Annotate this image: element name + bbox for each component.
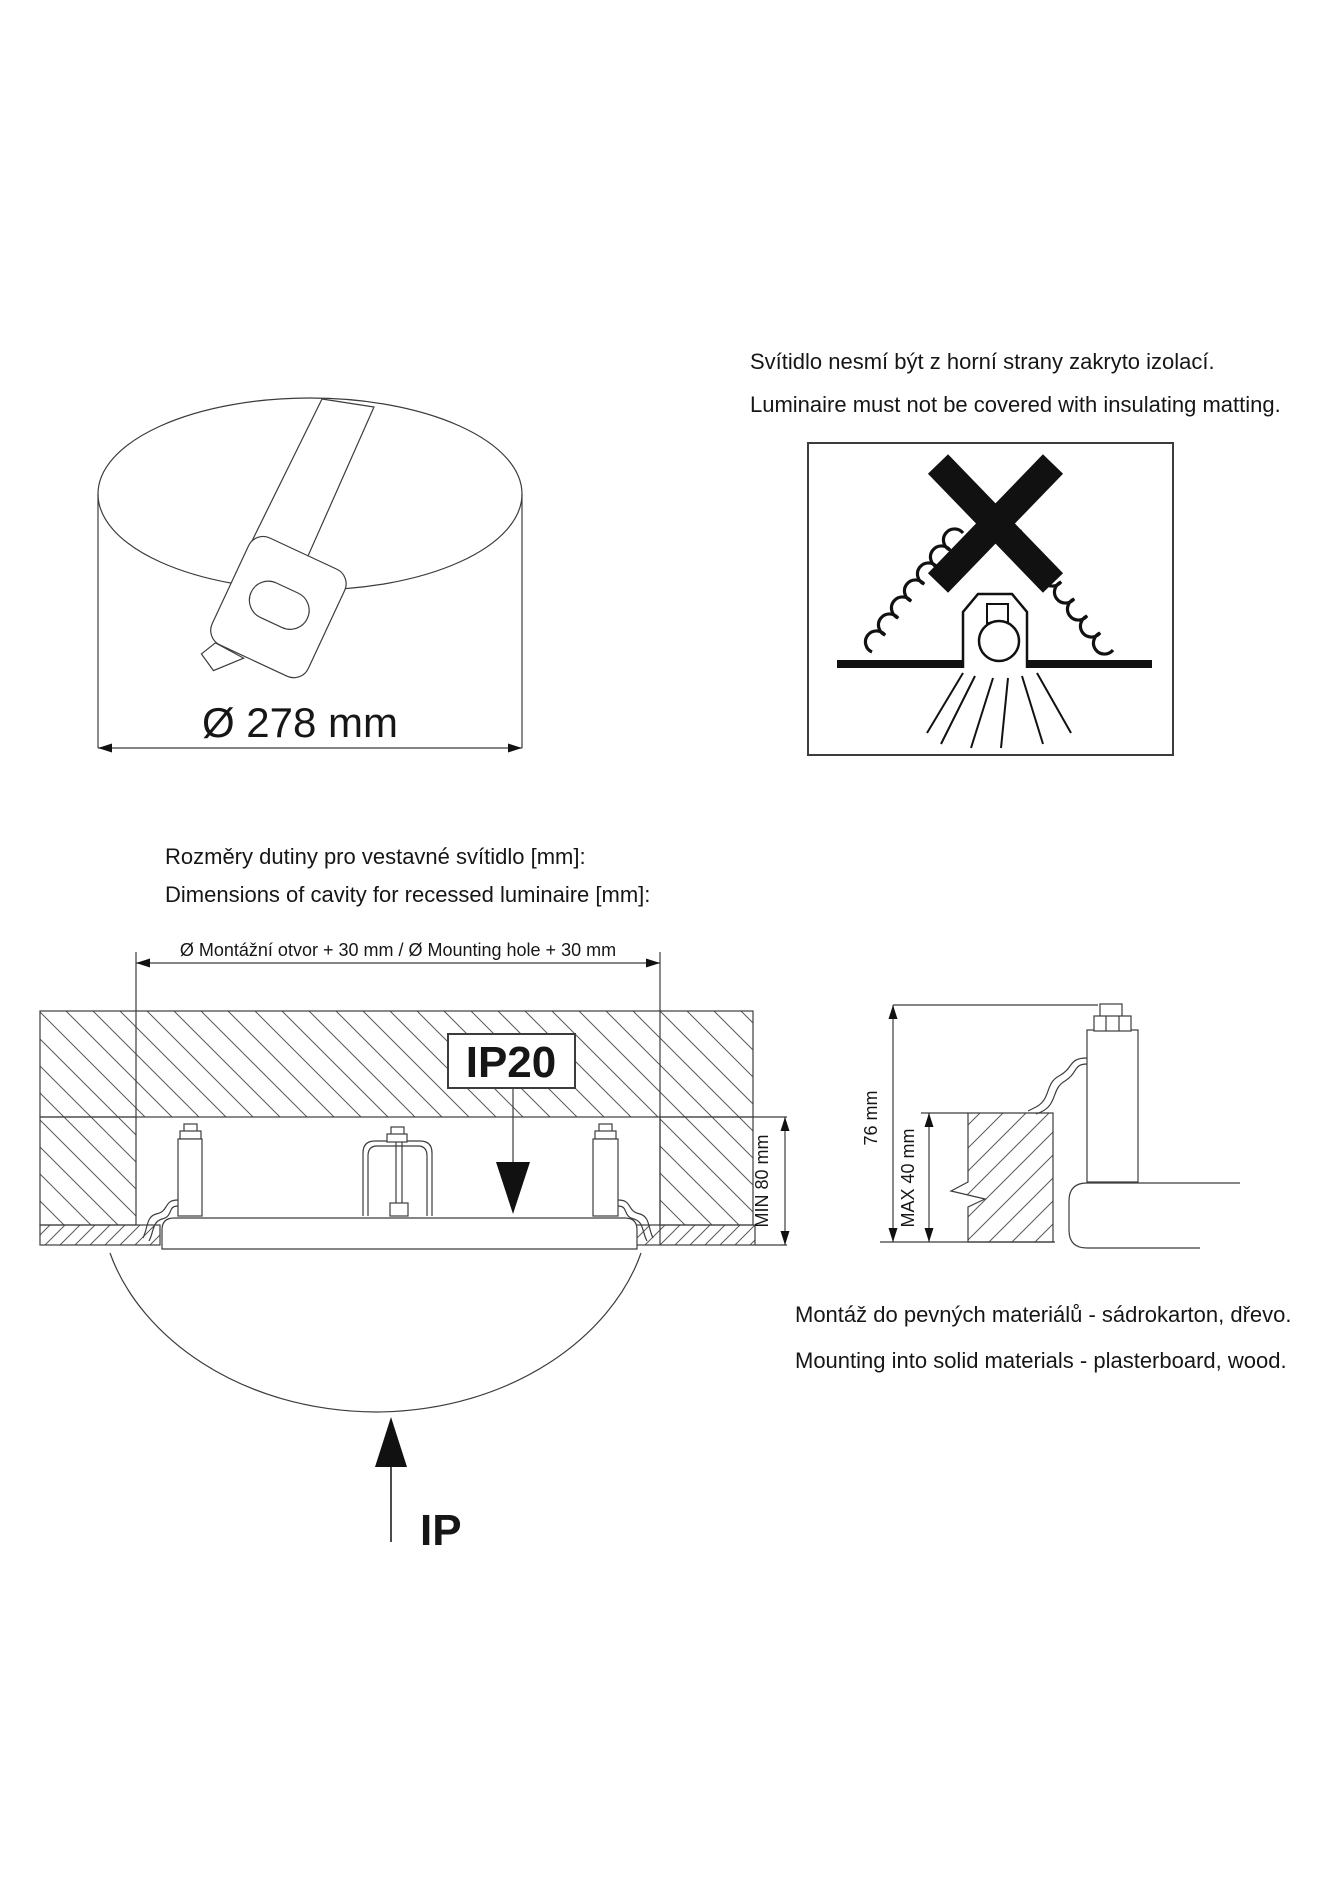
fixing-post-left xyxy=(178,1124,202,1216)
ceiling-material-top xyxy=(40,1011,753,1117)
height-arrow-bottom xyxy=(889,1228,898,1242)
height-label: 76 mm xyxy=(861,1090,881,1146)
luminaire-base xyxy=(162,1218,637,1249)
luminaire-glass-dome xyxy=(110,1253,641,1412)
no-insulation-pictogram xyxy=(808,443,1173,755)
plasterboard-right xyxy=(635,1225,755,1245)
detail-screw-cap xyxy=(1100,1004,1122,1017)
thickness-arrow-top xyxy=(925,1113,934,1127)
warning-text-cs: Svítidlo nesmí být z horní strany zakryto izolací. xyxy=(750,349,1215,374)
hole-dim-arrow-left xyxy=(136,959,150,968)
cavity-note-cs: Rozměry dutiny pro vestavné svítidlo [mm]: xyxy=(165,844,586,869)
lamp-bulb-symbol xyxy=(979,621,1019,661)
dim-arrow-left xyxy=(98,744,112,753)
side-mounting-detail xyxy=(861,1004,1240,1248)
ip20-label: IP20 xyxy=(465,1038,557,1087)
dim-arrow-right xyxy=(508,744,522,753)
mounting-note-cs: Montáž do pevných materiálů - sádrokarton, dřevo. xyxy=(795,1302,1292,1327)
warning-text-en: Luminaire must not be covered with insulating matting. xyxy=(750,392,1281,417)
mounting-strap xyxy=(250,399,374,556)
ip20-arrow-down xyxy=(496,1162,530,1214)
spring-bracket-middle xyxy=(363,1127,432,1216)
cross-section-drawing xyxy=(40,940,790,1555)
insulation-warning-section xyxy=(750,349,1281,755)
min-depth-arrow-top xyxy=(781,1117,790,1131)
detail-fixing-post xyxy=(1087,1030,1138,1182)
mounting-note-section xyxy=(795,1302,1291,1373)
luminaire-perspective-view xyxy=(98,398,522,753)
cavity-note-section xyxy=(165,844,650,907)
hole-dim-arrow-right xyxy=(646,959,660,968)
ceiling-material-right xyxy=(660,1117,753,1225)
ip-arrow-up xyxy=(375,1417,407,1467)
min-depth-arrow-bottom xyxy=(781,1231,790,1245)
min-depth-label: MIN 80 mm xyxy=(752,1134,772,1228)
detail-screw-nut xyxy=(1094,1016,1131,1031)
max-thickness-label: MAX 40 mm xyxy=(898,1128,918,1228)
mounting-hole-label: Ø Montážní otvor + 30 mm / Ø Mounting hole + 30 mm xyxy=(179,940,617,960)
detail-spring-clip xyxy=(1028,1058,1087,1114)
ip-label: IP xyxy=(420,1506,462,1555)
detail-luminaire-edge xyxy=(1069,1183,1240,1248)
wood-panel-section xyxy=(951,1113,1053,1242)
diameter-label: Ø 278 mm xyxy=(201,699,399,746)
mounting-note-en: Mounting into solid materials - plasterboard, wood. xyxy=(795,1348,1287,1373)
height-arrow-top xyxy=(889,1005,898,1019)
plasterboard-left xyxy=(40,1225,160,1245)
thickness-arrow-bottom xyxy=(925,1228,934,1242)
cavity-note-en: Dimensions of cavity for recessed luminaire [mm]: xyxy=(165,882,651,907)
fixing-post-right xyxy=(593,1124,618,1216)
ceiling-material-left xyxy=(40,1117,136,1225)
strap-buckle xyxy=(194,531,351,706)
